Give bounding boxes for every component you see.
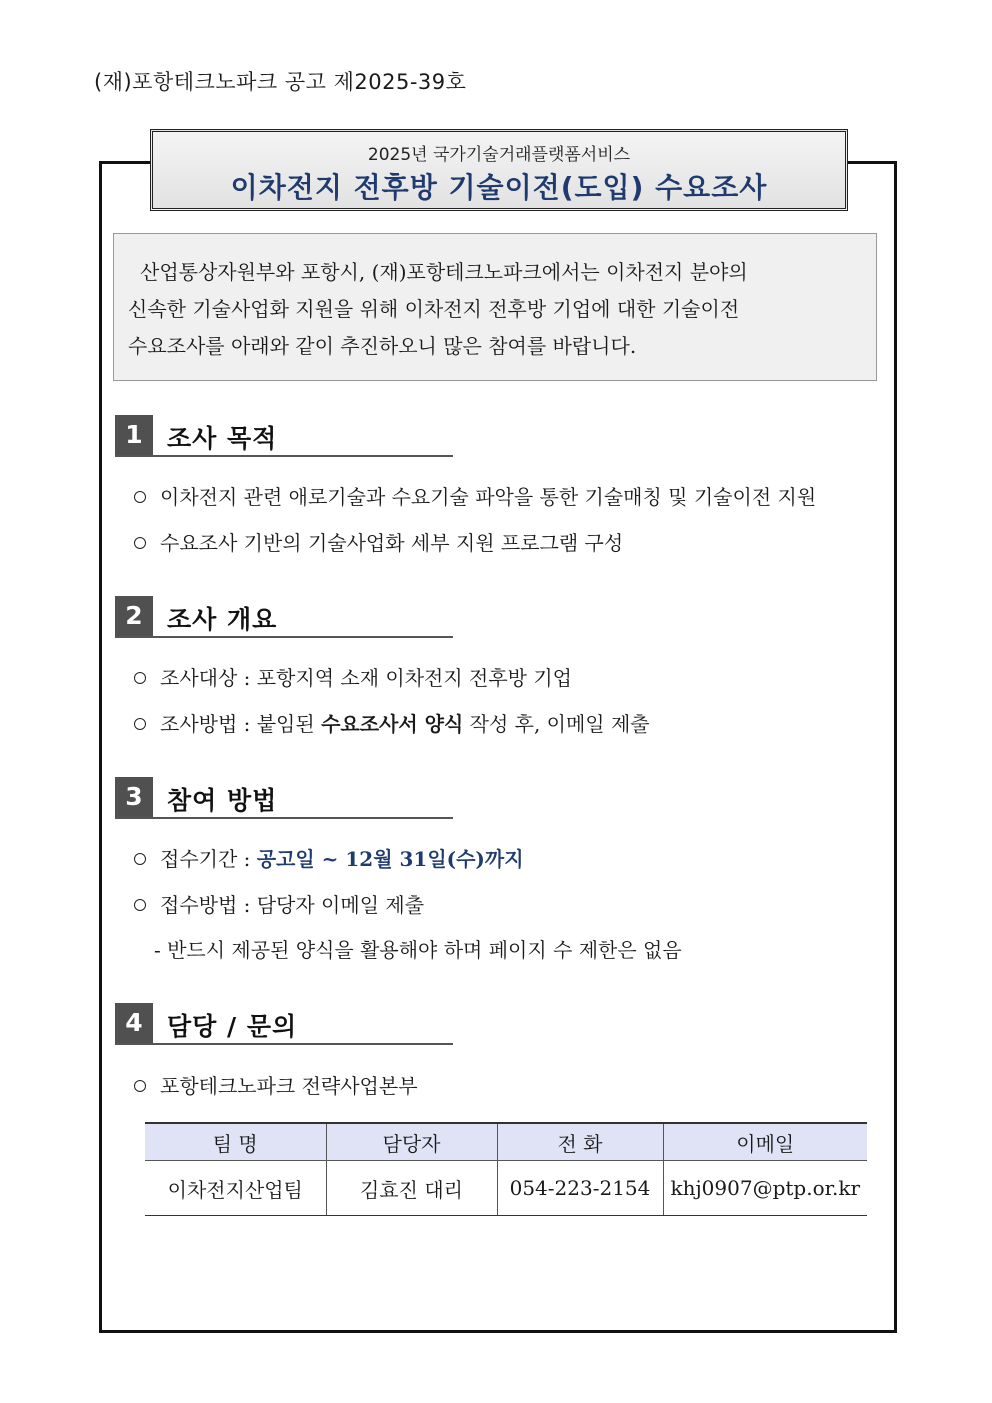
phone-cell: 054-223-2154 (497, 1161, 663, 1216)
team-cell: 이차전지산업팀 (145, 1161, 326, 1216)
bullet-text: 접수방법 : 담당자 이메일 제출 (160, 893, 425, 917)
bullet-text: 조사방법 : 붙임된 (160, 712, 322, 736)
bullet-text: 조사대상 : 포항지역 소재 이차전지 전후방 기업 (160, 666, 572, 690)
section-header-contact (115, 1003, 453, 1045)
circle-bullet-icon (134, 718, 146, 730)
manager-cell: 김효진 대리 (326, 1161, 497, 1216)
table-row (145, 1161, 867, 1216)
section-number: 3 (115, 777, 153, 817)
intro-line: 수요조사를 아래와 같이 추진하오니 많은 참여를 바랍니다. (128, 334, 637, 358)
bullet-text: 접수기간 : (160, 847, 257, 871)
section-number: 4 (115, 1003, 153, 1043)
deadline-text: 공고일 ~ 12월 31일(수)까지 (256, 847, 524, 871)
bullet-item (134, 662, 572, 691)
intro-line: 산업통상자원부와 포항시, (재)포항테크노파크에서는 이차전지 분야의 (140, 260, 748, 284)
bullet-item (134, 708, 650, 737)
title-subtitle: 2025년 국가기술거래플랫폼서비스 (367, 145, 631, 165)
column-header-manager: 담당자 (326, 1123, 497, 1161)
section-title: 조사 개요 (167, 605, 278, 634)
column-header-email: 이메일 (663, 1123, 867, 1161)
circle-bullet-icon (134, 1080, 146, 1092)
circle-bullet-icon (134, 537, 146, 549)
bullet-item (134, 481, 816, 510)
section-header-overview (115, 596, 453, 638)
circle-bullet-icon (134, 491, 146, 503)
sub-note: - 반드시 제공된 양식을 활용해야 하며 페이지 수 제한은 없음 (154, 938, 682, 962)
bullet-item (134, 527, 623, 556)
bullet-text: 수요조사 기반의 기술사업화 세부 지원 프로그램 구성 (160, 531, 624, 555)
intro-box (113, 233, 877, 381)
notice-number: (재)포항테크노파크 공고 제2025-39호 (94, 70, 467, 94)
page-title: 이차전지 전후방 기술이전(도입) 수요조사 (230, 171, 768, 204)
column-header-phone: 전 화 (497, 1123, 663, 1161)
bullet-item (134, 843, 524, 872)
bullet-text: 포항테크노파크 전략사업본부 (160, 1074, 418, 1098)
contact-table (145, 1122, 867, 1216)
email-cell: khj0907@ptp.or.kr (663, 1161, 867, 1216)
survey-form-label: 수요조사서 양식 (321, 712, 464, 736)
section-number: 1 (115, 415, 153, 455)
column-header-team: 팀 명 (145, 1123, 326, 1161)
bullet-text: 이차전지 관련 애로기술과 수요기술 파악을 통한 기술매칭 및 기술이전 지원 (160, 485, 817, 509)
section-title: 담당 / 문의 (167, 1012, 298, 1041)
table-header-row (145, 1123, 867, 1161)
circle-bullet-icon (134, 672, 146, 684)
section-header-participation (115, 777, 453, 819)
circle-bullet-icon (134, 853, 146, 865)
section-title: 참여 방법 (167, 786, 278, 815)
bullet-item (134, 889, 424, 918)
circle-bullet-icon (134, 899, 146, 911)
section-number: 2 (115, 596, 153, 636)
section-header-purpose (115, 415, 453, 457)
section-title: 조사 목적 (167, 424, 278, 453)
title-box (150, 129, 848, 211)
bullet-item (134, 1070, 418, 1099)
intro-line: 신속한 기술사업화 지원을 위해 이차전지 전후방 기업에 대한 기술이전 (128, 297, 740, 321)
bullet-text: 작성 후, 이메일 제출 (463, 712, 650, 736)
